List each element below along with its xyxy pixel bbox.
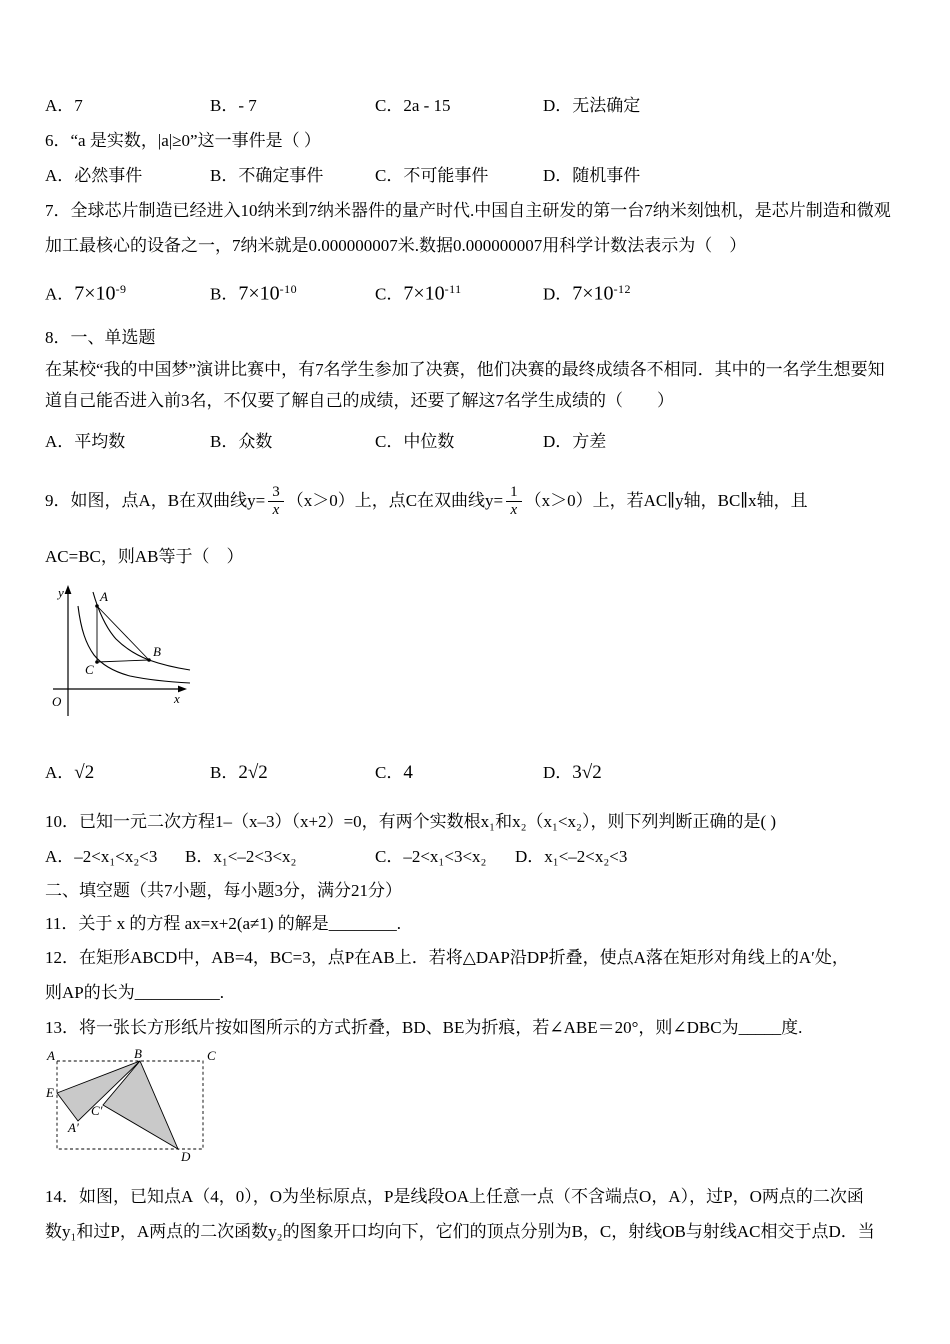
q8-option-b: B．众数 <box>210 431 273 451</box>
q10-option-c: C．–2<x₁<3<x₂ <box>375 846 487 866</box>
q7-options-row <box>45 263 908 321</box>
option-label: A． <box>45 284 75 304</box>
q8-stem-line-2: 道自己能否进入前3名，不仅要了解自己的成绩，还要了解这7名学生成绩的（ ） <box>45 390 674 410</box>
q9-stem-part-2: （x＞0）上，点C在双曲线y= <box>286 490 504 510</box>
segment-CB <box>97 660 149 662</box>
label-B: B <box>134 1048 142 1061</box>
label-E: E <box>46 1084 54 1100</box>
fraction-numerator: 1 <box>506 485 522 503</box>
q9-stem-part-3: （x＞0）上，若AC∥y轴，BC∥x轴，且 <box>524 490 808 510</box>
q8-option-a: A．平均数 <box>45 431 126 451</box>
fraction-1-over-x <box>506 485 522 520</box>
q10-option-b: B．x₁<–2<3<x₂ <box>185 846 297 866</box>
q6-options-row <box>45 158 908 193</box>
sci-base: 7×10 <box>74 282 116 305</box>
q13-stem: 13．将一张长方形纸片按如图所示的方式折叠，BD、BE为折痕，若∠ABE＝20°，则∠DBC为_____度. <box>45 1017 803 1037</box>
q9-option-d <box>543 752 908 794</box>
q12-stem-line-2: 则AP的长为__________. <box>45 982 224 1002</box>
point-B <box>147 658 151 662</box>
option-label: A． <box>45 762 75 782</box>
q7-stem-line-2: 加工最核心的设备之一，7纳米就是0.000000007米.数据0.000000007用科学计数法表示为（ ） <box>45 236 747 255</box>
option-label: D． <box>543 762 573 782</box>
label-C-prime: C′ <box>91 1102 103 1118</box>
label-B: B <box>153 643 161 659</box>
q6-option-c: C．不可能事件 <box>375 166 489 185</box>
radical-value: √2 <box>74 761 95 783</box>
radical-value: 3√2 <box>572 761 602 783</box>
q10-option-a: A．–2<x₁<x₂<3 <box>45 846 158 866</box>
q6-option-b: B．不确定事件 <box>210 166 324 185</box>
q9-option-b <box>210 752 375 794</box>
label-O: O <box>52 693 62 709</box>
point-A <box>95 604 99 608</box>
label-A: A <box>100 588 108 604</box>
fraction-denominator: x <box>510 502 518 519</box>
option-label: C． <box>375 762 404 782</box>
q6-option-a: A．必然事件 <box>45 166 143 185</box>
q8-stem-line-1: 在某校“我的中国梦”演讲比赛中，有7名学生参加了决赛，他们决赛的最终成绩各不相同．其中的一名学生想要知 <box>45 359 885 379</box>
option-label: C． <box>375 284 404 304</box>
point-C <box>95 660 99 664</box>
label-A-prime: A′ <box>68 1119 79 1135</box>
option-label: D． <box>543 284 573 304</box>
q9-hyperbola-figure <box>45 584 195 724</box>
q8-options-row <box>45 424 908 459</box>
q10-option-d: D．x₁<–2<x₂<3 <box>515 846 628 866</box>
q5-option-b: B．- 7 <box>210 96 257 115</box>
option-label: B． <box>210 762 239 782</box>
sci-base: 7×10 <box>403 282 445 305</box>
q5-option-d: D．无法确定 <box>543 96 641 115</box>
label-y: y <box>58 584 64 600</box>
q8-option-d: D．方差 <box>543 431 607 451</box>
radical-value: 2√2 <box>238 761 268 783</box>
label-D: D <box>181 1148 191 1164</box>
y-axis-arrowhead <box>65 585 72 594</box>
q9-stem-line-2: AC=BC，则AB等于（ ） <box>45 546 244 566</box>
q6-option-d: D．随机事件 <box>543 166 641 185</box>
q5-option-c: C．2a - 15 <box>375 96 451 115</box>
label-C: C <box>207 1048 216 1063</box>
section-2-header: 二、填空题（共7小题，每小题3分，满分21分） <box>45 880 402 900</box>
q7-stem-line-1: 7．全球芯片制造已经进入10纳米到7纳米器件的量产时代.中国自主研发的第一台7纳米刻蚀机，是芯片制造和微观 <box>45 201 891 220</box>
q8-option-c: C．中位数 <box>375 431 455 451</box>
q10-stem: 10．已知一元二次方程1–（x–3）（x+2）=0，有两个实数根x₁和x₂（x₁<x₂），则下列判断正确的是( ) <box>45 811 777 831</box>
sci-exponent: -11 <box>444 282 462 296</box>
q7-option-d <box>543 263 908 321</box>
label-x: x <box>174 690 180 706</box>
q12-stem-line-1: 12．在矩形ABCD中，AB=4，BC=3，点P在AB上．若将△DAP沿DP折叠，使点A落在矩形对角线上的A′处， <box>45 947 849 967</box>
q6-stem: 6．“a 是实数，|a|≥0”这一事件是（ ） <box>45 131 321 150</box>
q14-stem-line-1: 14．如图，已知点A（4，0），O为坐标原点，P是线段OA上任意一点（不含端点O，A），过P，O两点的二次函 <box>45 1186 864 1206</box>
q5-options-row <box>45 88 908 123</box>
fraction-numerator: 3 <box>268 485 284 503</box>
label-C: C <box>85 661 94 677</box>
q7-option-a <box>45 263 210 321</box>
sci-exponent: -10 <box>279 282 298 296</box>
q13-fold-figure <box>45 1049 225 1167</box>
q5-option-a: A．7 <box>45 96 83 115</box>
sci-base: 7×10 <box>238 282 280 305</box>
q9-option-c <box>375 752 543 794</box>
segment-AB <box>97 606 149 660</box>
q14-stem-line-2: 数y₁和过P，A两点的二次函数y₂的图象开口均向下，它们的顶点分别为B，C，射线OB与射线AC相交于点D．当 <box>45 1221 875 1241</box>
q8-header: 8．一、单选题 <box>45 327 156 347</box>
q9-option-a <box>45 752 210 794</box>
sci-exponent: -9 <box>115 282 127 296</box>
q9-stem-part-1: 9．如图，点A，B在双曲线y= <box>45 490 266 510</box>
sci-base: 7×10 <box>572 282 614 305</box>
fraction-3-over-x <box>268 485 284 520</box>
q7-option-c <box>375 263 543 321</box>
q9-stem-line-1 <box>45 475 908 527</box>
option-label: B． <box>210 284 239 304</box>
sci-exponent: -12 <box>613 282 632 296</box>
radical-value: 4 <box>403 761 413 783</box>
fraction-denominator: x <box>272 502 280 519</box>
q10-options-row <box>45 839 908 874</box>
q9-options-row <box>45 752 908 794</box>
label-A: A <box>47 1048 55 1063</box>
q7-option-b <box>210 263 375 321</box>
q11-stem: 11．关于 x 的方程 ax=x+2(a≠1) 的解是________. <box>45 913 402 933</box>
